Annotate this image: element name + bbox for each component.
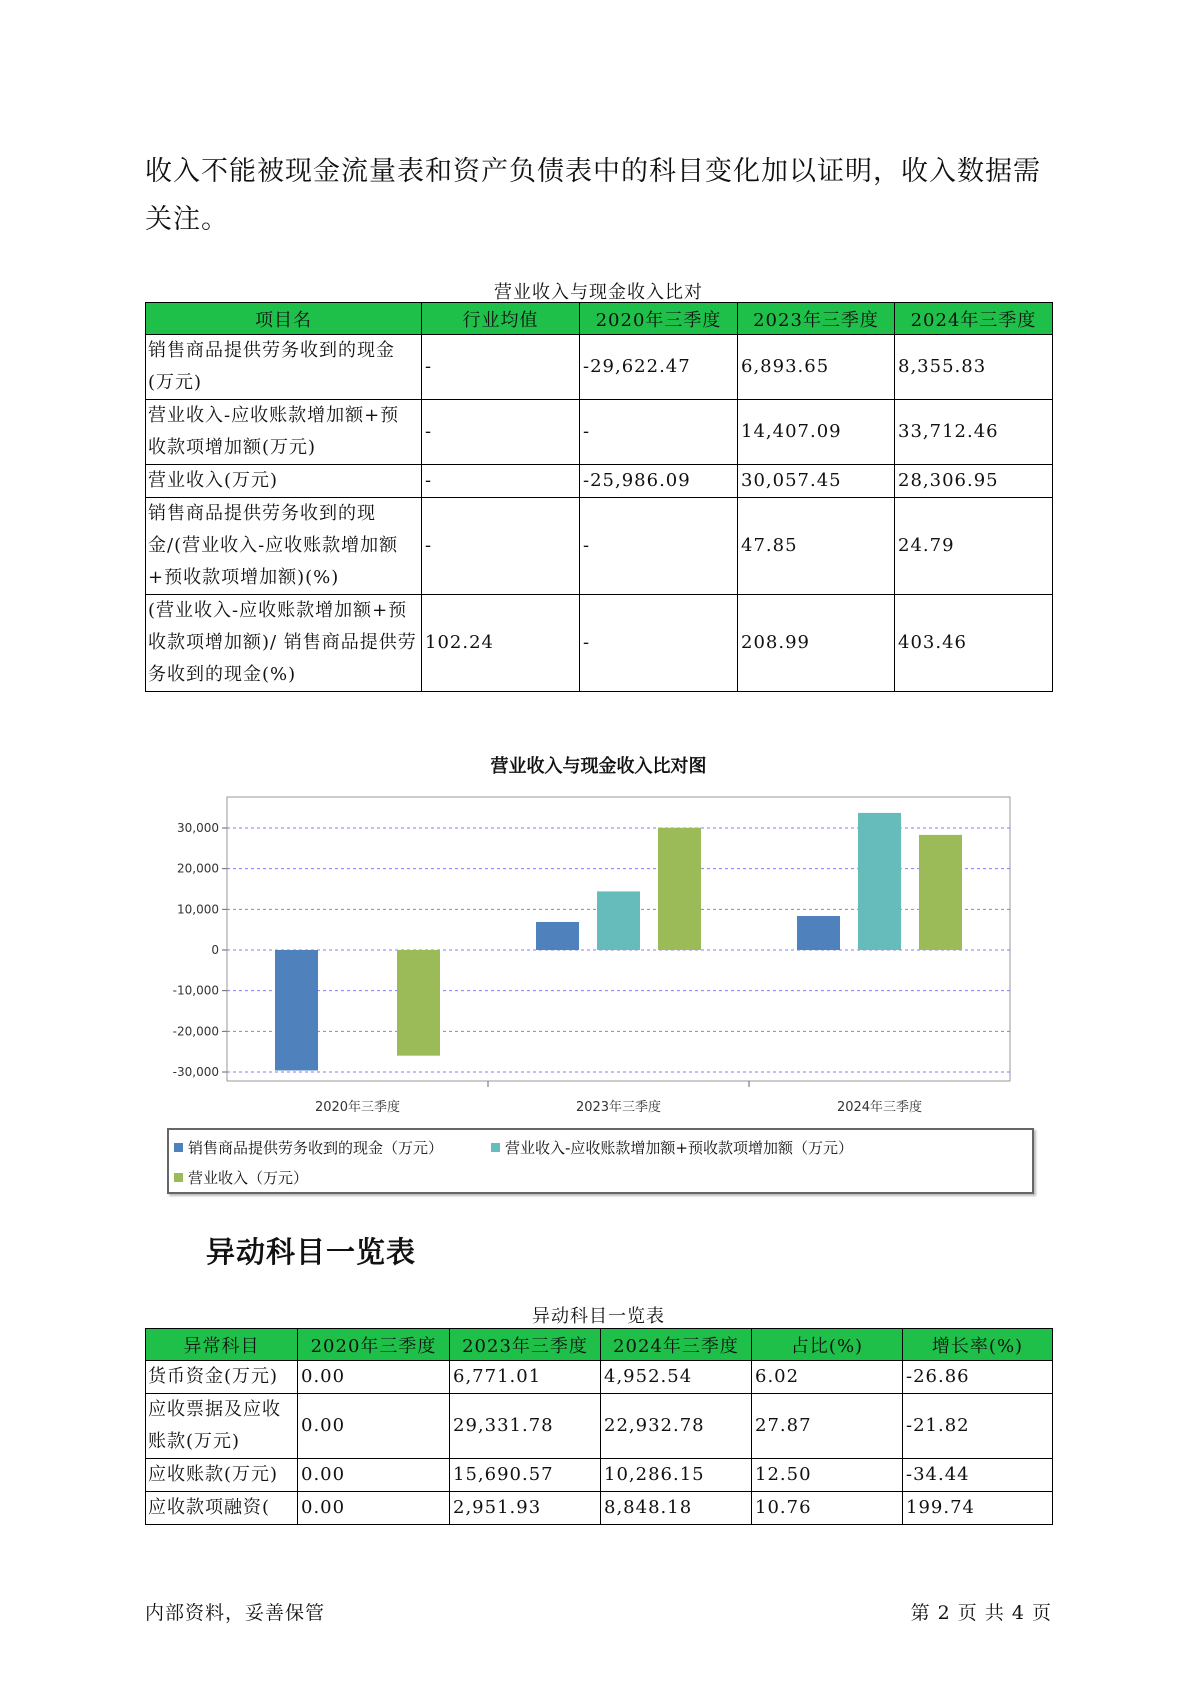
y-tick-label: 20,000 bbox=[177, 861, 219, 876]
y-tick-label: -30,000 bbox=[172, 1065, 219, 1079]
legend-label: 营业收入（万元） bbox=[188, 1169, 309, 1187]
x-tick-label: 2020年三季度 bbox=[314, 1100, 401, 1115]
table-cell: 27.87 bbox=[752, 1394, 903, 1459]
table-cell: 403.46 bbox=[895, 595, 1053, 692]
legend-label: 营业收入-应收账款增加额+预收款项增加额（万元） bbox=[505, 1139, 853, 1157]
legend-swatch bbox=[491, 1143, 500, 1152]
table-cell: 应收票据及应收账款(万元) bbox=[146, 1394, 298, 1459]
chart-title: 营业收入与现金收入比对图 bbox=[490, 756, 707, 777]
footer-note: 内部资料，妥善保管 bbox=[145, 1602, 326, 1624]
table-cell: 4,952.54 bbox=[601, 1361, 752, 1394]
bar bbox=[658, 828, 701, 950]
table-cell: 24.79 bbox=[895, 498, 1053, 595]
table-cell: 10.76 bbox=[752, 1492, 903, 1525]
y-tick-label: 30,000 bbox=[177, 821, 219, 835]
table-cell: 22,932.78 bbox=[601, 1394, 752, 1459]
table-cell: - bbox=[580, 595, 738, 692]
table-cell: 33,712.46 bbox=[895, 400, 1053, 465]
bar bbox=[536, 922, 579, 950]
legend-item bbox=[491, 1137, 853, 1158]
y-tick-label: -20,000 bbox=[172, 1024, 219, 1039]
table-header-cell: 2020年三季度 bbox=[580, 303, 738, 335]
table-cell: 6.02 bbox=[752, 1361, 903, 1394]
table-cell: 30,057.45 bbox=[738, 465, 895, 498]
table-cell: 8,848.18 bbox=[601, 1492, 752, 1525]
table-cell: 12.50 bbox=[752, 1459, 903, 1492]
bar bbox=[275, 950, 318, 1070]
table-cell: 6,893.65 bbox=[738, 335, 895, 400]
table-cell: -25,986.09 bbox=[580, 465, 738, 498]
y-tick-label: -10,000 bbox=[172, 983, 219, 998]
table-cell: 销售商品提供劳务收到的现金(万元) bbox=[146, 335, 422, 400]
table1-caption: 营业收入与现金收入比对 bbox=[494, 282, 703, 303]
table-cell: 6,771.01 bbox=[450, 1361, 601, 1394]
table-cell: - bbox=[422, 498, 580, 595]
table-cell: 2,951.93 bbox=[450, 1492, 601, 1525]
table-cell: 10,286.15 bbox=[601, 1459, 752, 1492]
table-cell: 应收款项融资( bbox=[146, 1492, 298, 1525]
y-tick-label: 0 bbox=[211, 943, 219, 957]
table-cell: - bbox=[580, 400, 738, 465]
table-cell: 营业收入(万元) bbox=[146, 465, 422, 498]
bar bbox=[858, 813, 901, 950]
table-cell: -34.44 bbox=[903, 1459, 1053, 1492]
table-cell: 8,355.83 bbox=[895, 335, 1053, 400]
table-cell: 199.74 bbox=[903, 1492, 1053, 1525]
bar bbox=[597, 891, 640, 950]
table-cell: - bbox=[580, 498, 738, 595]
table-header-cell: 增长率(%) bbox=[903, 1329, 1053, 1361]
table-header-cell: 2024年三季度 bbox=[601, 1329, 752, 1361]
chart-legend bbox=[167, 1128, 1034, 1194]
table-header-row bbox=[146, 303, 1053, 335]
table-cell: - bbox=[422, 400, 580, 465]
table-cell: 28,306.95 bbox=[895, 465, 1053, 498]
table-row bbox=[146, 400, 1053, 465]
table-cell: 应收账款(万元) bbox=[146, 1459, 298, 1492]
table-cell: 102.24 bbox=[422, 595, 580, 692]
table2-caption: 异动科目一览表 bbox=[532, 1306, 665, 1327]
table-cell: 0.00 bbox=[298, 1492, 450, 1525]
table-row bbox=[146, 1459, 1053, 1492]
table-cell: 0.00 bbox=[298, 1394, 450, 1459]
table-header-cell: 行业均值 bbox=[422, 303, 580, 335]
y-tick-label: 10,000 bbox=[177, 902, 219, 917]
table-cell: -26.86 bbox=[903, 1361, 1053, 1394]
legend-item bbox=[174, 1137, 443, 1158]
table-header-cell: 2023年三季度 bbox=[450, 1329, 601, 1361]
table-row bbox=[146, 1492, 1053, 1525]
bar bbox=[797, 916, 840, 950]
table-cell: (营业收入-应收账款增加额+预收款项增加额)/ 销售商品提供劳务收到的现金(%) bbox=[146, 595, 422, 692]
table-cell: 营业收入-应收账款增加额+预收款项增加额(万元) bbox=[146, 400, 422, 465]
x-tick-label: 2023年三季度 bbox=[575, 1100, 662, 1115]
table-header-cell: 异常科目 bbox=[146, 1329, 298, 1361]
table-row bbox=[146, 1394, 1053, 1459]
page-number: 第 2 页 共 4 页 bbox=[910, 1602, 1052, 1624]
table-cell: 15,690.57 bbox=[450, 1459, 601, 1492]
bar bbox=[397, 950, 440, 1056]
table-row bbox=[146, 335, 1053, 400]
table-header-cell: 2020年三季度 bbox=[298, 1329, 450, 1361]
table-cell: 208.99 bbox=[738, 595, 895, 692]
section-heading: 异动科目一览表 bbox=[206, 1235, 417, 1269]
table-header-cell: 占比(%) bbox=[752, 1329, 903, 1361]
table-cell: 销售商品提供劳务收到的现金/(营业收入-应收账款增加额+预收款项增加额)(%) bbox=[146, 498, 422, 595]
table-cell: - bbox=[422, 465, 580, 498]
table-row bbox=[146, 465, 1053, 498]
table-cell: 47.85 bbox=[738, 498, 895, 595]
table-row bbox=[146, 498, 1053, 595]
table-header-cell: 2023年三季度 bbox=[738, 303, 895, 335]
table-cell: 0.00 bbox=[298, 1459, 450, 1492]
abnormal-items-table bbox=[145, 1328, 1053, 1525]
table-cell: 29,331.78 bbox=[450, 1394, 601, 1459]
table-row bbox=[146, 595, 1053, 692]
legend-swatch bbox=[174, 1143, 183, 1152]
legend-label: 销售商品提供劳务收到的现金（万元） bbox=[188, 1139, 444, 1157]
table-header-cell: 项目名 bbox=[146, 303, 422, 335]
legend-swatch bbox=[174, 1173, 183, 1182]
bar bbox=[919, 835, 962, 950]
table-cell: -21.82 bbox=[903, 1394, 1053, 1459]
intro-paragraph: 收入不能被现金流量表和资产负债表中的科目变化加以证明，收入数据需关注。 bbox=[145, 156, 1041, 235]
revenue-cash-bar-chart bbox=[150, 785, 1030, 1125]
table-header-row bbox=[146, 1329, 1053, 1361]
revenue-cash-table bbox=[145, 302, 1053, 692]
legend-item bbox=[174, 1167, 308, 1188]
table-cell: 货币资金(万元) bbox=[146, 1361, 298, 1394]
table-header-cell: 2024年三季度 bbox=[895, 303, 1053, 335]
table-cell: 14,407.09 bbox=[738, 400, 895, 465]
table-row bbox=[146, 1361, 1053, 1394]
x-tick-label: 2024年三季度 bbox=[836, 1100, 923, 1115]
table-cell: -29,622.47 bbox=[580, 335, 738, 400]
table-cell: - bbox=[422, 335, 580, 400]
table-cell: 0.00 bbox=[298, 1361, 450, 1394]
